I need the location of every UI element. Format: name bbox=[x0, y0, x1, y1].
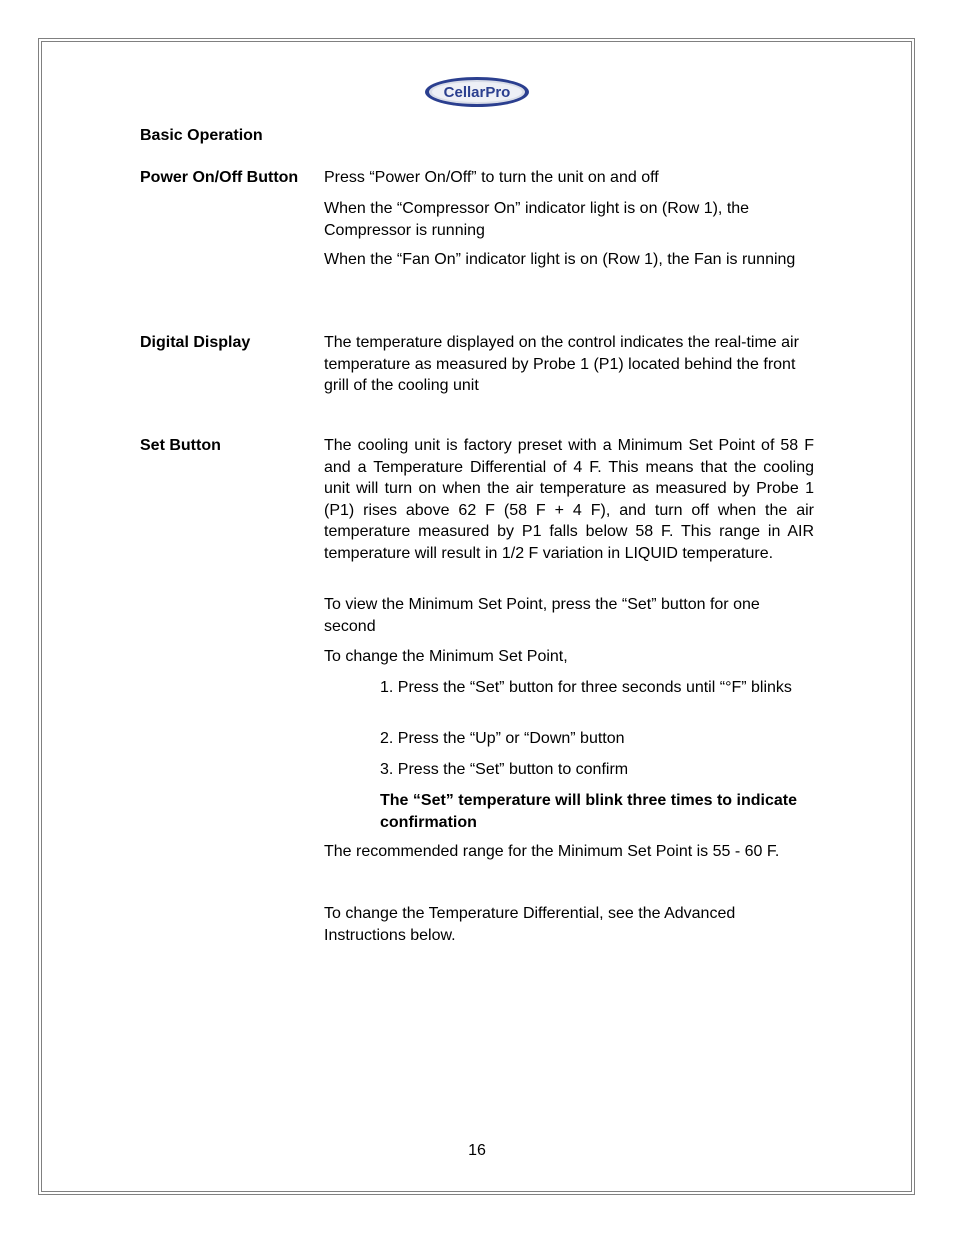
differential-paragraph: To change the Temperature Differential, see the Advanced Instructions below. bbox=[324, 905, 736, 944]
logo-text: CellarPro bbox=[443, 84, 511, 101]
step-3: 3. Press the “Set” button to confirm bbox=[380, 761, 629, 778]
set-paragraph-2: To view the Minimum Set Point, press the “Set” button for one second bbox=[324, 596, 760, 635]
set-button-label: Set Button bbox=[140, 437, 221, 454]
digital-display-label: Digital Display bbox=[140, 334, 251, 351]
step-2: 2. Press the “Up” or “Down” button bbox=[380, 730, 625, 747]
step-1: 1. Press the “Set” button for three seconds until “°F” blinks bbox=[380, 679, 792, 696]
recommended-range-paragraph: The recommended range for the Minimum Set Point is 55 - 60 F. bbox=[324, 843, 780, 860]
power-paragraph-2: When the “Compressor On” indicator light is on (Row 1), the Compressor is running bbox=[324, 200, 750, 239]
power-paragraph-1: Press “Power On/Off” to turn the unit on and off bbox=[324, 169, 659, 186]
power-paragraph-3: When the “Fan On” indicator light is on (Row 1), the Fan is running bbox=[324, 251, 796, 268]
cellarpro-logo bbox=[424, 76, 530, 108]
digital-display-paragraph: The temperature displayed on the control indicates the real-time air temperature as measured by Probe 1 (P1) located behind the front grill of the cooling unit bbox=[324, 334, 799, 394]
set-paragraph-1: The cooling unit is factory preset with a Minimum Set Point of 58 F and a Temperature Differential of 4 F. This means that the cooling unit will turn on when the air temperature as measured by Probe 1 (P1) rises above 62 F (58 F + 4 F), and turn off when the air temperature measured by P1 falls below 58 F. This range in AIR temperature will result in 1/2 F variation in LIQUID temperature. bbox=[324, 437, 814, 562]
page-number: 16 bbox=[468, 1142, 486, 1159]
confirmation-note: The “Set” temperature will blink three times to indicate confirmation bbox=[380, 792, 797, 831]
section-title: Basic Operation bbox=[140, 127, 263, 144]
set-paragraph-3: To change the Minimum Set Point, bbox=[324, 648, 568, 665]
power-button-label: Power On/Off Button bbox=[140, 169, 299, 186]
